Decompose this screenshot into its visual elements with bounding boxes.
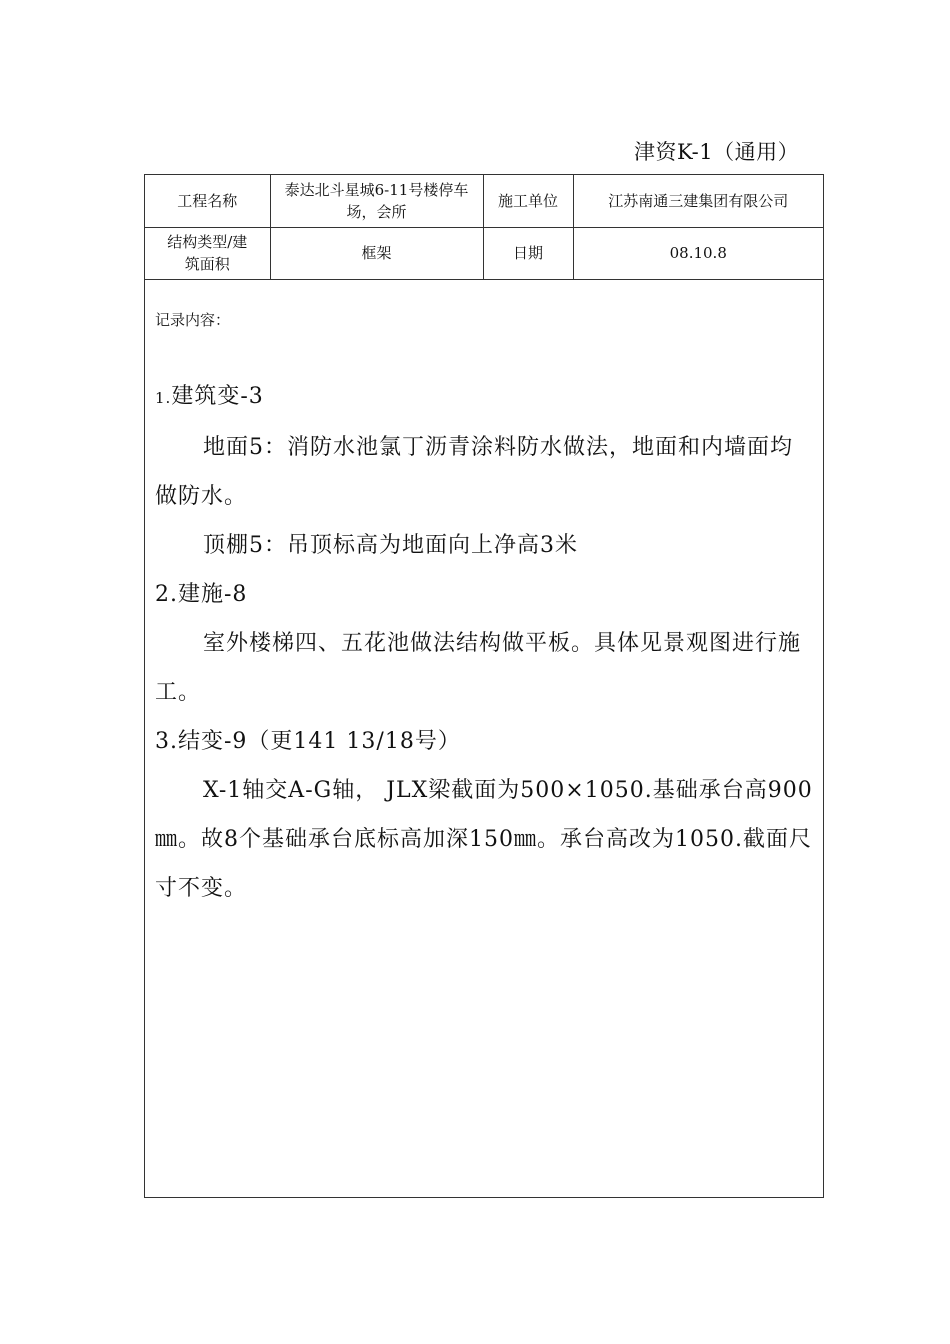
header-row-structure [145,227,823,279]
project-name-value: 泰达北斗星城6-11号楼停车场，会所 [270,175,483,227]
item-number: 3. [155,728,178,754]
header-row-project [145,175,823,227]
contractor-value: 江苏南通三建集团有限公司 [573,175,823,227]
structure-label: 结构类型/建筑面积 [145,227,270,279]
date-value: 08.10.8 [573,227,823,279]
item-title: 结变-9（更141 13/18号） [178,728,461,754]
item-title: 建筑变-3 [171,383,264,409]
item-heading [155,570,815,619]
date-label: 日期 [483,227,573,279]
structure-value: 框架 [270,227,483,279]
item-paragraph: X-1轴交A-G轴， JLX梁截面为500×1050.基础承台高900㎜。故8个基础承台底标高加深150㎜。承台高改为1050.截面尺寸不变。 [155,777,813,901]
item-number: 1. [155,388,172,407]
item-number: 2. [155,581,178,607]
record-sheet [144,174,824,1198]
item-paragraph: 顶棚5：吊顶标高为地面向上净高3米 [203,532,578,558]
form-code: 津资K-1（通用） [634,140,800,164]
header-table [145,175,823,280]
contractor-label: 施工单位 [483,175,573,227]
item-title: 建施-8 [178,581,248,607]
item-paragraph: 地面5：消防水池氯丁沥青涂料防水做法，地面和内墙面均做防水。 [155,434,793,509]
item-heading [155,717,815,766]
item-heading [155,372,815,423]
item-paragraph: 室外楼梯四、五花池做法结构做平板。具体见景观图进行施工。 [155,630,802,705]
record-content [145,310,823,913]
record-label: 记录内容： [155,310,231,329]
project-name-label: 工程名称 [145,175,270,227]
